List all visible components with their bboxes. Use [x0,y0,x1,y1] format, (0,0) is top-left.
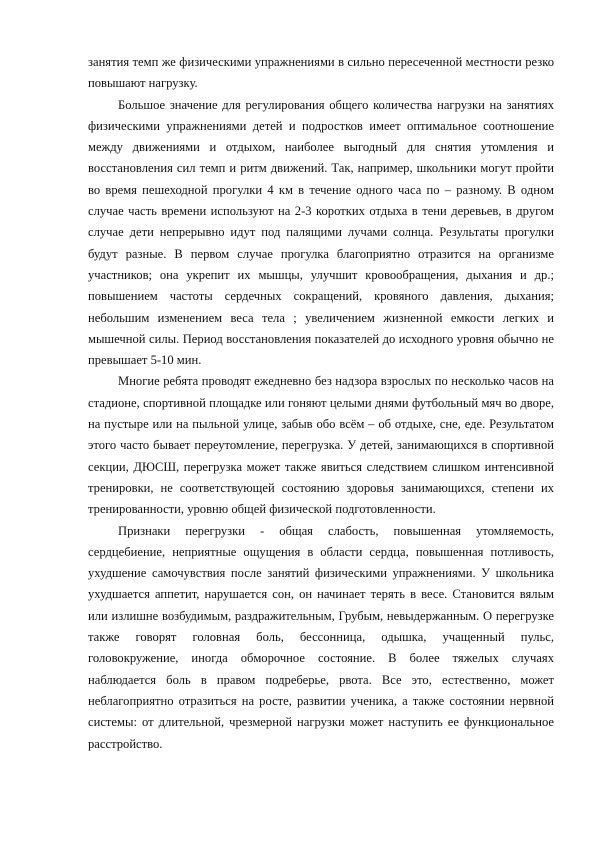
body-text [88,52,554,755]
paragraph-1: занятия темп же физическими упражнениями в сильно пересеченной местности резко повышают нагрузку. [88,55,554,91]
paragraph-2: Большое значение для регулирования общего количества нагрузки на занятиях физическими упражнениями детей и подростков имеет оптимальное соотношение между движениями и отдыхом, наиболее выгодный для снятия утомления и восстановления сил темп и ритм движений. Так, например, школьники могут пройти во время пешеходной прогулки 4 км в течение одного часа по – разному. В одном случае часть времени используют на 2-3 коротких отдыха в тени деревьев, в другом случае дети непрерывно идут под палящими лучами солнца. Результаты прогулки будут разные. В первом случае прогулка благоприятно отразится на организме участников; она укрепит их мышцы, улучшит кровообращения, дыхания и др.; повышением частоты сердечных сокращений, кровяного давления, дыхания; небольшим изменением веса тела ; увеличением жизненной емкости легких и мышечной силы. Период восстановления показателей до исходного уровня обычно не превышает 5-10 мин. [88,97,554,368]
paragraph-3: Многие ребята проводят ежедневно без надзора взрослых по несколько часов на стадионе, спортивной площадке или гоняют целыми днями футбольный мяч во дворе, на пустыре или на пыльной улице, забыв обо всём – об отдыхе, сне, еде. Результатом этого часто бывает переутомление, перегрузка. У детей, занимающихся в спортивной секции, ДЮСШ, перегрузка может также явиться следствием слишком интенсивной тренировки, не соответствующей состоянию здоровья занимающихся, степени их тренированности, уровню общей физической подготовленности. [88,374,554,517]
paragraph-4: Признаки перегрузки - общая слабость, повышенная утомляемость, сердцебиение, неприятные ощущения в области сердца, повышенная потливость, ухудшение самочувствия после занятий физическими упражнениями. У школьника ухудшается аппетит, нарушается сон, он начинает терять в весе. Становится вялым или излишне возбудимым, раздражительным, Грубым, невыдержанным. О перегрузке также говорят головная боль, бессонница, одышка, учащенный пульс, головокружение, иногда обморочное состояние. В более тяжелых случаях наблюдается боль в правом подреберье, рвота. Все это, естественно, может неблагоприятно отразиться на росте, развитии ученика, а также состоянии нервной системы: от длительной, чрезмерной нагрузки может наступить ее функциональное расстройство. [88,523,554,751]
